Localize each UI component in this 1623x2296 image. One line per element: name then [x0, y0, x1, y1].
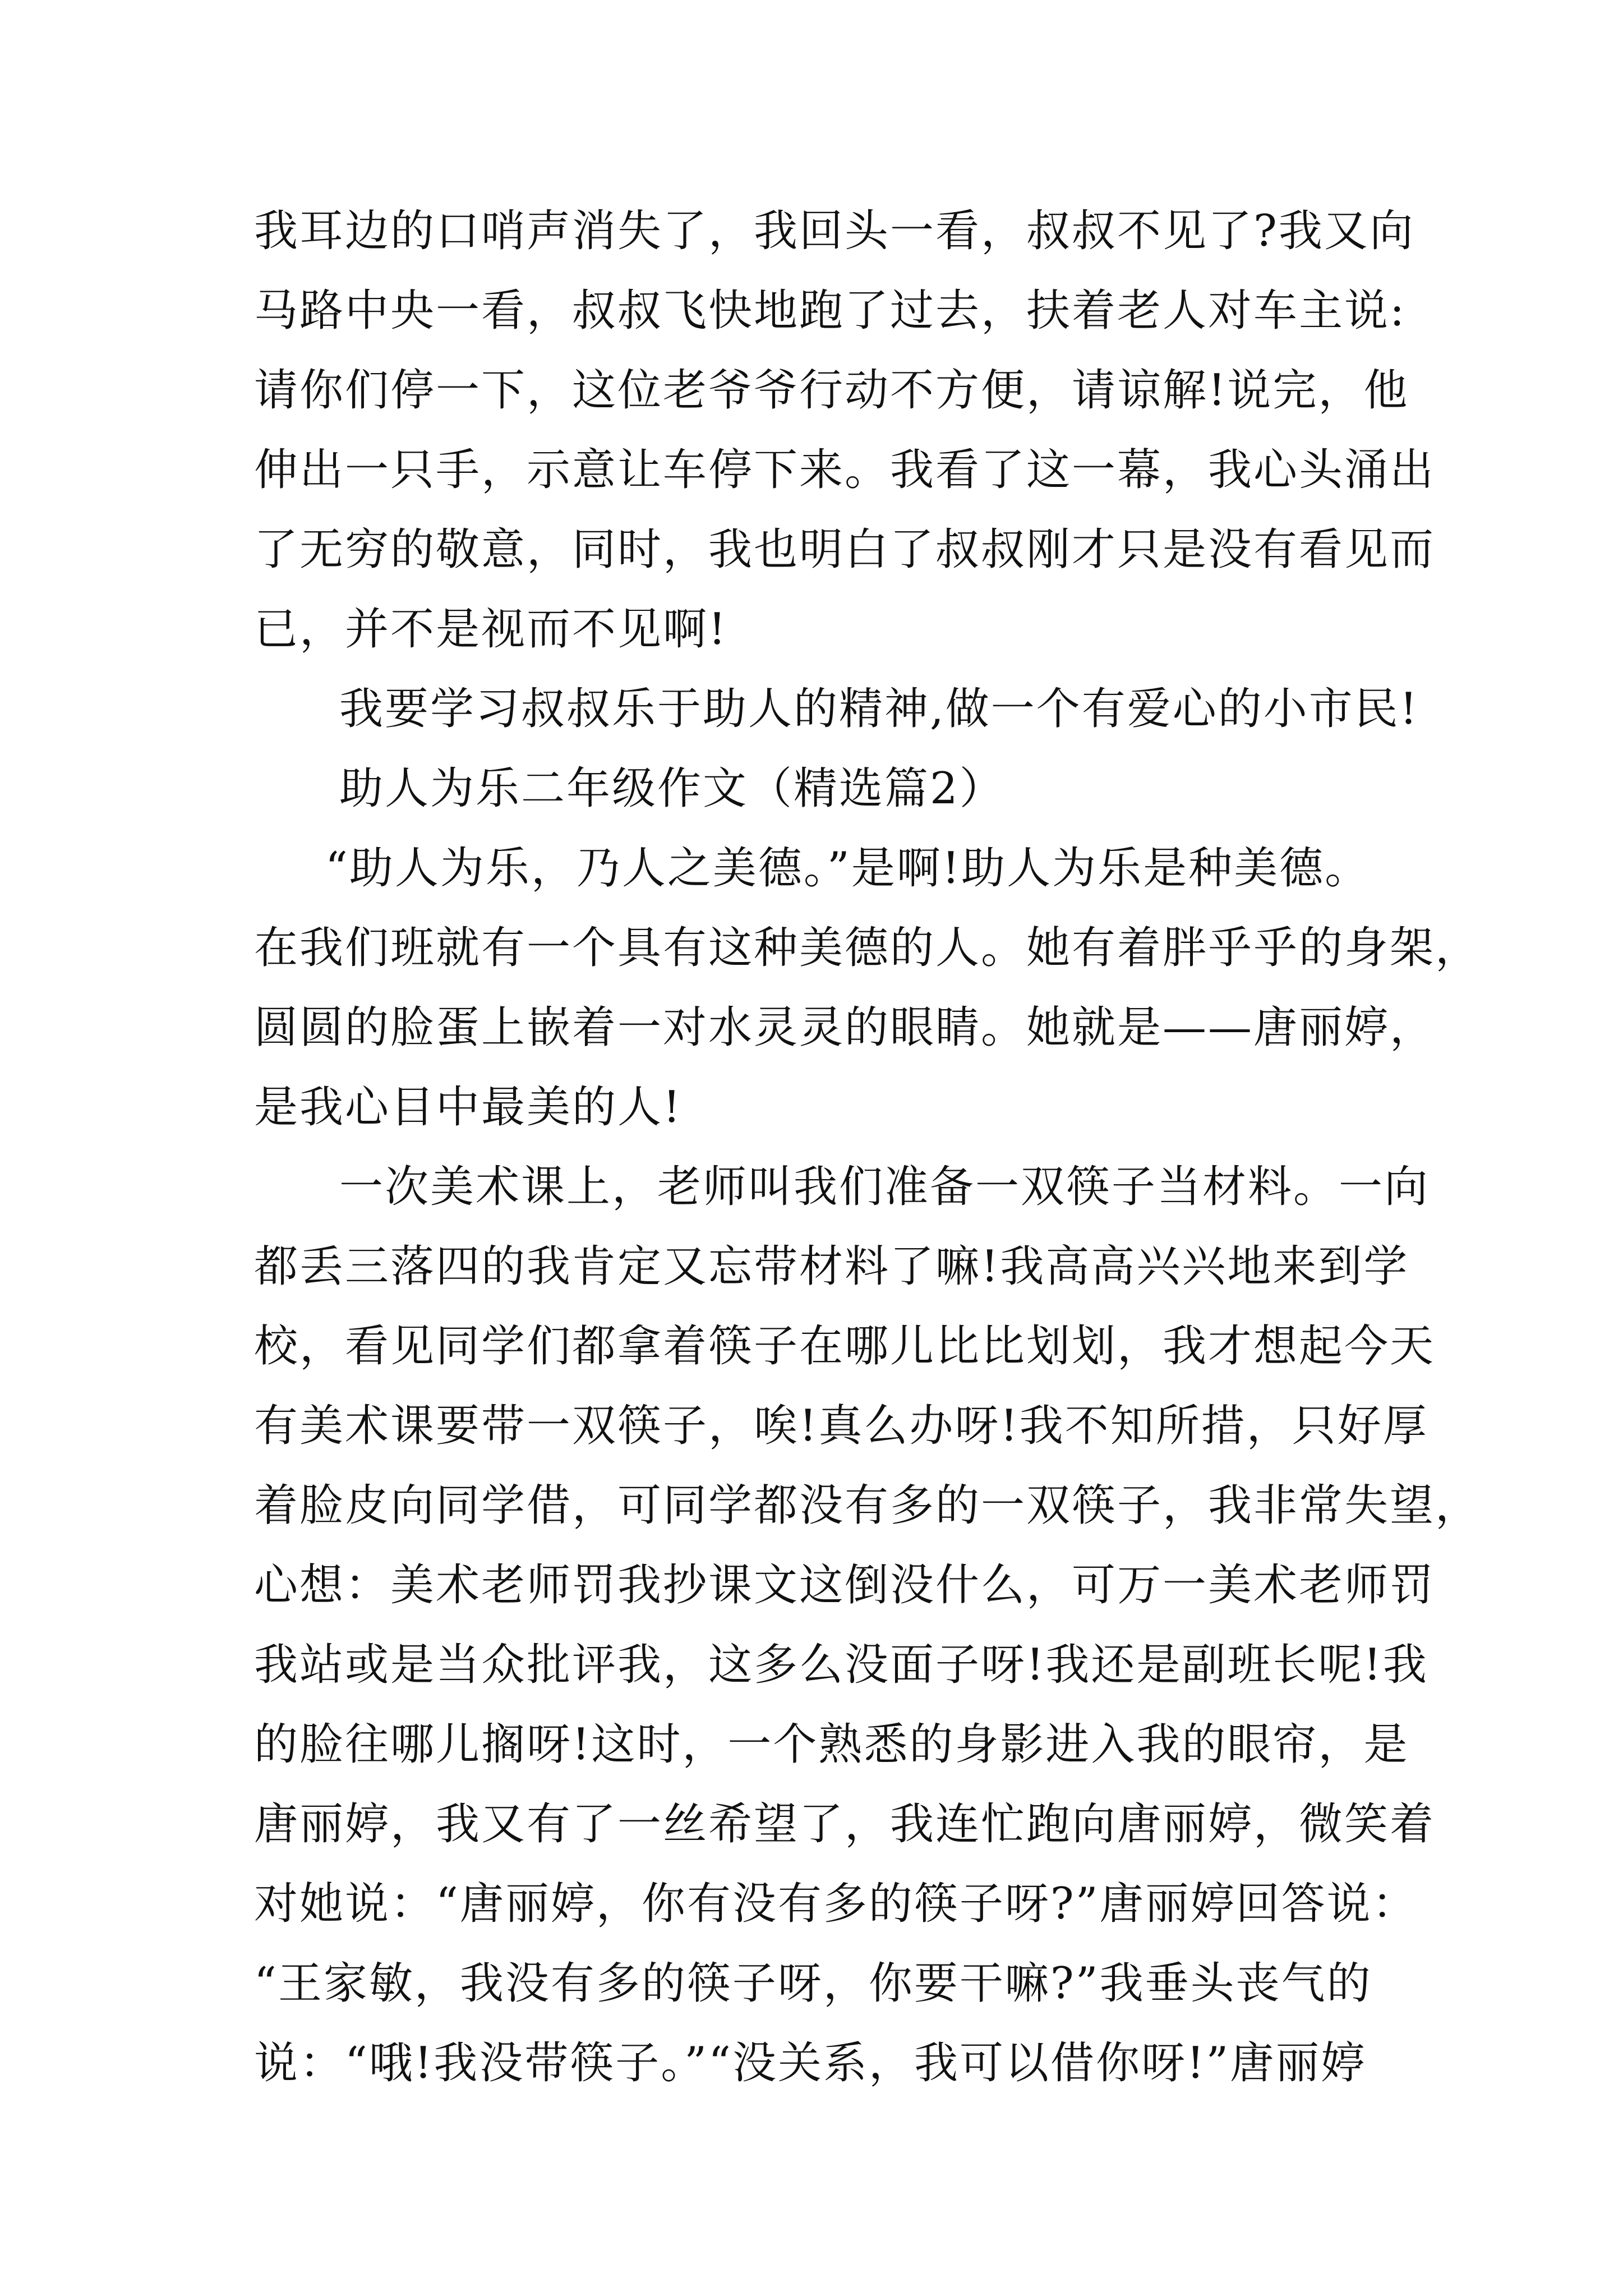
text-line: 都丢三落四的我肯定又忘带材料了嘛!我高高兴兴地来到学: [254, 1241, 1409, 1292]
text-line: 的脸往哪儿搁呀!这时，一个熟悉的身影进入我的眼帘，是: [254, 1719, 1409, 1770]
text-line: 了无穷的敬意，同时，我也明白了叔叔刚才只是没有看见而: [254, 524, 1436, 575]
text-line: 圆圆的脸蛋上嵌着一对水灵灵的眼睛。她就是——唐丽婷，: [254, 1002, 1436, 1053]
text-line: 马路中央一看，叔叔飞快地跑了过去，扶着老人对车主说:: [254, 286, 1407, 336]
text-line: 我站或是当众批评我，这多么没面子呀!我还是副班长呢!我: [254, 1640, 1428, 1690]
text-line: 伸出一只手，示意让车停下来。我看了这一幕，我心头涌出: [254, 445, 1436, 495]
text-line: 已，并不是视而不见啊!: [254, 604, 728, 655]
text-line: 我要学习叔叔乐于助人的精神,做一个有爱心的小市民!: [339, 684, 1419, 734]
text-line: 有美术课要带一双筷子，唉!真么办呀!我不知所措，只好厚: [254, 1401, 1428, 1451]
text-line: 一次美术课上，老师叫我们准备一双筷子当材料。一向: [339, 1162, 1430, 1212]
text-line: 着脸皮向同学借，可同学都没有多的一双筷子，我非常失望，: [254, 1480, 1481, 1531]
text-line: 心想：美术老师罚我抄课文这倒没什么，可万一美术老师罚: [254, 1560, 1436, 1611]
text-line: 说：“哦!我没带筷子。”“没关系，我可以借你呀!”唐丽婷: [254, 2038, 1367, 2088]
text-line: 对她说：“唐丽婷，你有没有多的筷子呀?”唐丽婷回答说：: [254, 1879, 1418, 1929]
text-line: “助人为乐，乃人之美德。”是啊!助人为乐是种美德。: [325, 843, 1371, 894]
text-line: “王家敏，我没有多的筷子呀，你要干嘛?”我垂头丧气的: [254, 1958, 1372, 2009]
text-line: 是我心目中最美的人!: [254, 1082, 683, 1133]
section-heading: 助人为乐二年级作文（精选篇2）: [339, 763, 1005, 814]
text-line: 校，看见同学们都拿着筷子在哪儿比比划划，我才想起今天: [254, 1321, 1436, 1372]
text-line: 请你们停一下，这位老爷爷行动不方便，请谅解!说完，他: [254, 365, 1409, 416]
text-line: 唐丽婷，我又有了一丝希望了，我连忙跑向唐丽婷，微笑着: [254, 1799, 1436, 1849]
text-line: 在我们班就有一个具有这种美德的人。她有着胖乎乎的身架，: [254, 923, 1481, 973]
text-line: 我耳边的口哨声消失了，我回头一看，叔叔不见了?我又向: [254, 206, 1415, 256]
